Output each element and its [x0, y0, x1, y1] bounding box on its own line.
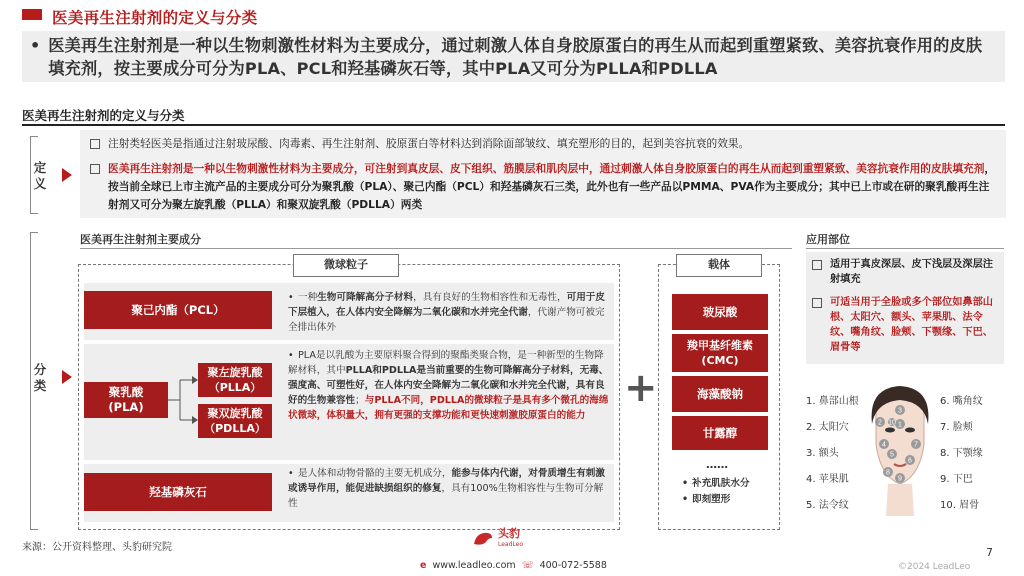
page-number: 7 — [986, 546, 993, 559]
svg-text:5: 5 — [890, 451, 894, 459]
carrier-bullet-2-text: 即刻塑形 — [692, 494, 731, 505]
svg-text:6: 6 — [908, 457, 912, 465]
copyright: ©2024 LeadLeo — [898, 562, 971, 572]
plus-icon: + — [624, 365, 658, 411]
phone-icon: ☏ — [521, 560, 534, 571]
headline-bullet: • — [30, 36, 41, 55]
application-item-2 — [812, 295, 1000, 355]
pcl-desc-post: ，代谢产物可被完全排出体外 — [288, 307, 605, 333]
brand-name: 头豹 — [498, 527, 520, 540]
definition-rest: ，按当前全球已上市主流产品的主要成分可分为聚乳酸（PLA）、聚己内酯（PCL）和羟基磷灰石三类，此外也有一些产品以PMMA、PVA作为主要成分；其中已上市或在研的聚乳酸再生注射剂又可分为聚左旋乳酸（PLLA）和聚双旋乳酸（PDLLA）两类 — [108, 162, 996, 211]
pdlla-box: 聚双旋乳酸 （PDLLA） — [198, 404, 272, 438]
ha-desc-bold: 能参与体内代谢，对骨质增生有刺激或诱导作用，能促进缺损组织的修复 — [288, 468, 605, 494]
svg-text:7: 7 — [914, 441, 918, 449]
microsphere-tag: 微球粒子 — [293, 254, 399, 277]
section-divider — [22, 124, 1005, 126]
pla-box: 聚乳酸 (PLA) — [84, 382, 168, 418]
source-note: 来源：公开资料整理、头豹研究院 — [22, 542, 172, 553]
pcl-desc-pre: 一种 — [298, 292, 318, 303]
face-list-right — [940, 389, 983, 519]
carrier-item-mannitol: 甘露醇 — [672, 416, 768, 450]
pla-desc-red: 与PLLA不同，PDLLA的微球粒子是具有多个微孔的海绵状微球，体积量大，拥有更强的支撑功能和更快速刺激胶原蛋白的能力 — [288, 395, 609, 421]
checkbox-icon — [90, 164, 100, 174]
svg-text:1: 1 — [898, 421, 902, 429]
pcl-box: 聚己内酯（PCL） — [84, 291, 272, 329]
definition-label: 定义 — [33, 160, 47, 191]
svg-text:9: 9 — [898, 475, 902, 483]
brand-logo — [472, 528, 523, 550]
carrier-item-alginate: 海藻酸钠 — [672, 376, 768, 412]
checkbox-icon — [90, 139, 100, 149]
phone-number: 400-072-5588 — [539, 560, 607, 571]
ingredients-underline — [80, 248, 792, 249]
pcl-desc-bold1: 生物可降解高分子材料 — [317, 292, 414, 303]
face-list-left — [806, 389, 859, 519]
carrier-bullet-2: • 即刻塑形 — [682, 494, 731, 505]
classification-label: 分类 — [33, 362, 47, 393]
face-list-item: 2. 太阳穴 — [806, 422, 849, 433]
application-item-2-text: 可适当用于全脸或多个部位如鼻部山根、太阳穴、额头、苹果肌、法令纹、嘴角纹、脸颊、下颚缘、下巴、眉骨等 — [830, 297, 993, 353]
face-illustration — [862, 384, 938, 516]
face-list-item: 5. 法令纹 — [806, 500, 849, 511]
carrier-tag: 载体 — [676, 254, 762, 277]
svg-text:2: 2 — [878, 419, 882, 427]
svg-text:4: 4 — [882, 441, 886, 449]
application-title: 应用部位 — [806, 233, 850, 246]
ha-desc-post: ，具有100%生物相容性与生物可分解性 — [288, 483, 604, 509]
plla-box: 聚左旋乳酸 （PLLA） — [198, 363, 272, 397]
face-list-item: 1. 鼻部山根 — [806, 396, 859, 407]
checkbox-icon — [812, 260, 822, 270]
leopard-logo-icon — [472, 530, 494, 548]
globe-icon: e — [420, 560, 427, 571]
pla-description: • PLA是以乳酸为主要原料聚合得到的聚酯类聚合物，是一种新型的生物降解材料，其中PLLA和PDLLA是当前重要的生物可降解高分子材料，无毒、强度高、可塑性好，在人体内安全降解为二氧化碳和水并完全代谢，具有良好的生物兼容性；与PLLA不同，PDLLA的微球粒子是具有多个微孔的海绵状微球，体积量大，拥有更强的支撑功能和更快速刺激胶原蛋白的能力 — [288, 350, 609, 421]
definition-line-1 — [90, 135, 996, 153]
pcl-description: • 一种生物可降解高分子材料，具有良好的生物相容性和无毒性，可用于皮下层植入，在人体内安全降解为二氧化碳和水并完全代谢，代谢产物可被完全排出体外 — [288, 292, 605, 333]
ha-description: • 是人体和动物骨骼的主要无机成分，能参与体内代谢，对骨质增生有刺激或诱导作用，能促进缺损组织的修复，具有100%生物相容性与生物可分解性 — [288, 468, 605, 509]
ha-box: 羟基磷灰石 — [84, 473, 272, 511]
application-item-1-text: 适用于真皮深层、皮下浅层及深层注射填充 — [830, 259, 993, 285]
application-item-1 — [812, 257, 1000, 287]
face-list-item: 3. 额头 — [806, 448, 839, 459]
pla-branch-connector — [168, 370, 198, 430]
face-list-item: 8. 下颚缘 — [940, 448, 983, 459]
pcl-desc-mid: ，具有良好的生物相容性和无毒性， — [413, 292, 567, 303]
face-list-item: 6. 嘴角纹 — [940, 396, 983, 407]
ingredients-title: 医美再生注射剂主要成分 — [80, 233, 201, 246]
svg-text:8: 8 — [886, 469, 890, 477]
face-list-item: 9. 下巴 — [940, 474, 973, 485]
ha-desc-pre: 是人体和动物骨骼的主要无机成分， — [298, 468, 452, 479]
section-title: 医美再生注射剂的定义与分类 — [22, 108, 185, 123]
pcl-desc-bold2: 可用于皮下层植入，在人体内安全降解为二氧化碳和水并完全代谢 — [288, 292, 605, 318]
brand-name-en: LeadLeo — [498, 541, 524, 548]
carrier-more: …… — [706, 458, 728, 471]
checkbox-icon — [812, 298, 822, 308]
definition-box — [80, 130, 1006, 218]
face-list-item: 10. 眉骨 — [940, 500, 980, 511]
headline-text: 医美再生注射剂是一种以生物刺激性材料为主要成分，通过刺激人体自身胶原蛋白的再生从而起到重塑紧致、美容抗衰作用的皮肤填充剂，按主要成分可分为PLA、PCL和羟基磷灰石等，其中PLA又可分为PLLA和PDLLA — [48, 36, 983, 78]
face-list-item: 7. 脸颊 — [940, 422, 973, 433]
pla-desc-bold: PLLA和PDLLA是当前重要的生物可降解高分子材料，无毒、强度高、可塑性好，在人体内安全降解为二氧化碳和水并完全代谢，具有良好的生物兼容性 — [288, 365, 609, 406]
page-title: 医美再生注射剂的定义与分类 — [52, 9, 258, 27]
definition-highlight: 医美再生注射剂是一种以生物刺激性材料为主要成分，可注射到真皮层、皮下组织、筋膜层和肌肉层中，通过刺激人体自身胶原蛋白的再生从而起到重塑紧致、美容抗衰作用的皮肤填充剂 — [108, 162, 985, 175]
face-list-item: 4. 苹果肌 — [806, 474, 849, 485]
website-link[interactable]: www.leadleo.com — [432, 560, 516, 571]
carrier-item-hyaluronic: 玻尿酸 — [672, 294, 768, 330]
contact-line — [420, 560, 607, 571]
title-accent-bar — [22, 9, 42, 20]
definition-arrow-icon — [62, 168, 72, 182]
classification-arrow-icon — [62, 370, 72, 384]
headline-box — [22, 31, 1005, 82]
pla-desc-mid: ； — [355, 395, 365, 406]
svg-text:3: 3 — [898, 407, 902, 415]
pla-desc-pre: PLA是以乳酸为主要原料聚合得到的聚酯类聚合物，是一种新型的生物降解材料，其中 — [288, 350, 604, 376]
application-underline — [806, 248, 1004, 249]
definition-text-2 — [108, 160, 996, 214]
carrier-bullet-1: • 补充肌肤水分 — [682, 478, 750, 489]
carrier-bullet-1-text: 补充肌肤水分 — [692, 478, 750, 489]
svg-text:10: 10 — [888, 419, 896, 427]
definition-line-2 — [90, 160, 996, 214]
carrier-item-cmc: 羧甲基纤维素 (CMC) — [672, 334, 768, 372]
definition-text-1: 注射类轻医美是指通过注射玻尿酸、肉毒素、再生注射剂、胶原蛋白等材料达到消除面部皱纹、填充塑形的目的，起到美容抗衰的效果。 — [108, 137, 750, 150]
